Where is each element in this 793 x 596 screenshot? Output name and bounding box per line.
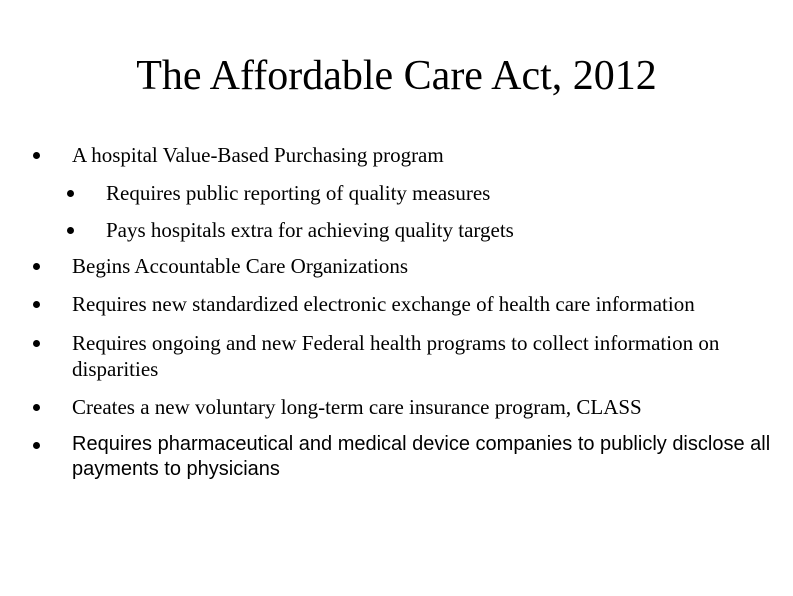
- bullet-dot-icon: [67, 190, 74, 197]
- bullet-item-value-based-purchasing: [0, 142, 780, 168]
- bullet-dot-icon: [33, 442, 40, 449]
- bullet-text: Begins Accountable Care Organizations: [72, 254, 409, 278]
- bullet-text: Requires ongoing and new Federal health programs to collect information on disparities: [72, 331, 720, 381]
- bullet-text: Creates a new voluntary long-term care insurance program, CLASS: [72, 395, 642, 419]
- bullet-text: Requires pharmaceutical and medical device companies to publicly disclose all payments to physicians: [72, 433, 771, 480]
- bullet-dot-icon: [33, 340, 40, 347]
- bullet-item-accountable-care: [0, 253, 780, 279]
- bullet-dot-icon: [33, 263, 40, 270]
- bullet-item-disparities: [0, 330, 780, 382]
- bullet-item-class-program: [0, 394, 780, 420]
- bullet-dot-icon: [33, 301, 40, 308]
- bullet-text: Requires public reporting of quality measures: [106, 181, 491, 205]
- bullet-dot-icon: [33, 152, 40, 159]
- bullet-item-electronic-exchange: [0, 291, 780, 317]
- slide-title: The Affordable Care Act, 2012: [136, 53, 657, 99]
- sub-bullet-public-reporting: [0, 180, 780, 206]
- bullet-text: Pays hospitals extra for achieving quality targets: [106, 218, 514, 242]
- bullet-dot-icon: [67, 227, 74, 234]
- bullet-item-payment-disclosure: [0, 432, 780, 482]
- sub-bullet-pays-hospitals: [0, 217, 780, 243]
- bullet-dot-icon: [33, 404, 40, 411]
- bullet-text: Requires new standardized electronic exchange of health care information: [72, 292, 695, 316]
- bullet-text: A hospital Value-Based Purchasing program: [72, 143, 444, 167]
